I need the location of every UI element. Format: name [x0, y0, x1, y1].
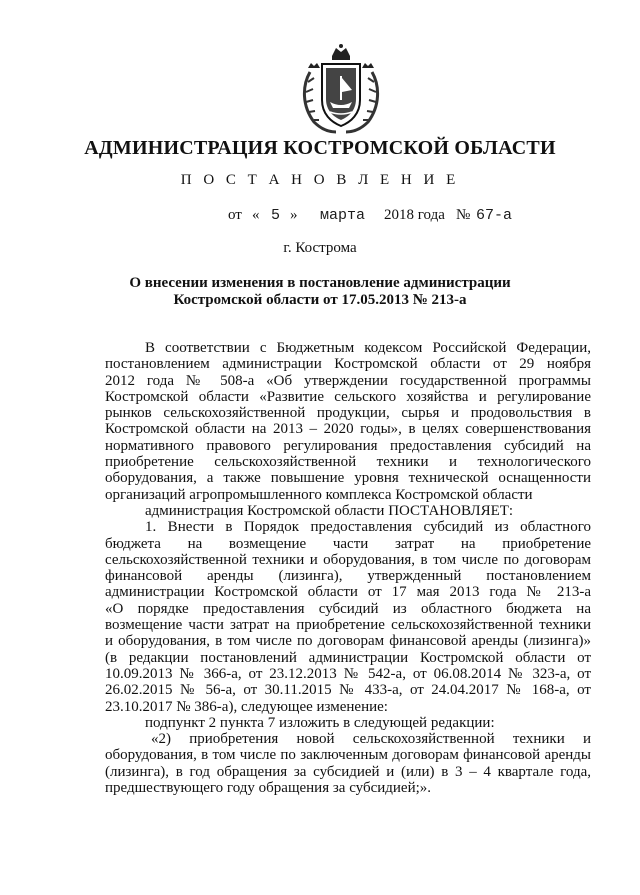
body-line: финансовой аренды (лизинга), утвержденный постановлением [105, 568, 591, 585]
body-line: бюджета на возмещение части затрат на приобретение [105, 535, 591, 552]
body-line: 23.10.2017 № 386-а), следующее изменение: [105, 698, 388, 715]
body-line: администрация Костромской области ПОСТАНОВЛЯЕТ: [145, 502, 514, 519]
body-line: 1. Внести в Порядок предоставления субсидий из областного [145, 519, 591, 536]
body-line: предшествующего году обращения за субсидией;». [105, 780, 432, 797]
body-line: приобретение сельскохозяйственной техники и технологического [105, 454, 591, 471]
coat-of-arms-icon [296, 42, 386, 134]
body-line: (в редакции постановлений администрации Костромской области от [105, 649, 591, 666]
document-body [105, 340, 591, 796]
body-line: постановлением администрации Костромской области от 29 ноября [105, 356, 591, 373]
body-line: 10.09.2013 № 366-а, от 23.12.2013 № 542-а, от 06.08.2014 № 323-а, от [105, 665, 591, 682]
body-line: 2012 года № 508-а «Об утверждении государственной программы [105, 372, 591, 389]
body-line: сельскохозяйственной техники и оборудования, в том числе по договорам [105, 551, 591, 568]
date-year: 2018 года [384, 207, 445, 223]
body-line: нормативного правового регулирования предоставления субсидий на [105, 437, 591, 454]
date-prefix: от [228, 207, 242, 223]
organization-title: АДМИНИСТРАЦИЯ КОСТРОМСКОЙ ОБЛАСТИ [84, 137, 556, 159]
body-line: Костромской области на 2013 – 2020 годы», в целях совершенствования [105, 421, 591, 438]
body-line: и оборудования, в том числе по договорам финансовой аренды (лизинга)» [105, 633, 591, 650]
body-line: администрации Костромской области от 17 мая 2013 года № 213-а [105, 584, 591, 601]
document-subject [0, 275, 640, 309]
date-close-quote: » [290, 207, 298, 223]
subject-line: Костромской области от 17.05.2013 № 213-а [173, 292, 467, 308]
body-line: подпункт 2 пункта 7 изложить в следующей редакции: [145, 714, 495, 731]
subject-line: О внесении изменения в постановление администрации [129, 275, 511, 291]
date-day: 5 [271, 207, 281, 224]
body-line: «2) приобретения новой сельскохозяйственной техники и [151, 731, 591, 748]
body-line: организаций агропромышленного комплекса Костромской области [105, 486, 533, 503]
body-line: Костромской области «Развитие сельского хозяйства и регулирование [105, 388, 591, 405]
body-line: В соответствии с Бюджетным кодексом Российской Федерации, [145, 340, 591, 356]
body-line: 26.02.2015 № 56-а, от 30.11.2015 № 433-а, от 24.04.2017 № 168-а, от [105, 682, 591, 699]
document-number: 67-а [476, 207, 513, 224]
date-open-quote: « [252, 207, 260, 223]
document-type: П О С Т А Н О В Л Е Н И Е [180, 172, 460, 188]
body-line: рынков сельскохозяйственной продукции, сырья и продовольствия в [105, 405, 591, 422]
city: г. Кострома [283, 240, 357, 256]
body-line: оборудования, а также повышение уровня технической оснащенности [105, 470, 591, 487]
body-line: оборудования, в том числе по заключенным договорам финансовой аренды [105, 747, 591, 764]
body-line: возмещение части затрат на приобретение сельскохозяйственной техники [105, 617, 591, 634]
body-line: (лизинга), в год обращения за субсидией и (или) в 3 – 4 квартале года, [105, 763, 591, 780]
body-line: «О порядке предоставления субсидий из областного бюджета на [105, 600, 591, 617]
number-sign: № [456, 207, 471, 223]
date-month: марта [320, 207, 366, 224]
